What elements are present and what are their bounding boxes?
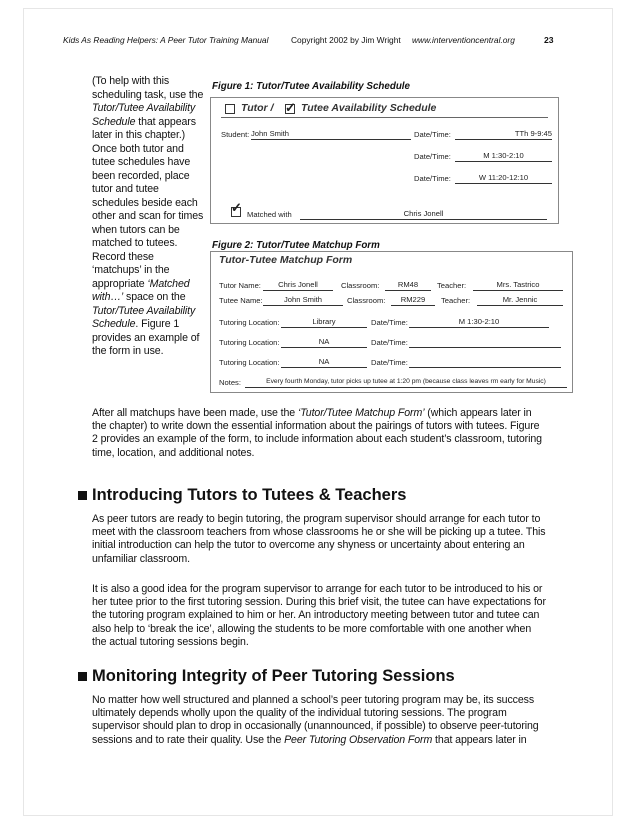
date-time-label-a: Date/Time:: [371, 318, 408, 327]
intro-paragraph: [92, 75, 204, 359]
header-manual-title: Kids As Reading Helpers: A Peer Tutor Training Manual: [63, 35, 269, 45]
date-time-label-1: Date/Time:: [414, 130, 451, 139]
tutoring-location-label-1: Tutoring Location:: [219, 318, 280, 327]
date-time-3: W 11:20-12:10: [455, 173, 552, 184]
tutor-teacher-label: Teacher:: [437, 281, 467, 290]
figure1-title-rule: [221, 117, 548, 118]
section1-paragraph-1: As peer tutors are ready to begin tutoring, the program supervisor should arrange for each tutor to meet with the classroom teachers from whose classrooms he or she will be picking up a tutee. This initial introduction can help the tutor to overcome any shyness or uncertainty about entering an unfamiliar classroom.: [92, 513, 546, 565]
date-time-2: M 1:30-2:10: [455, 151, 552, 162]
intro-text-1: (To help with this scheduling task, use the: [92, 75, 204, 101]
matchup-text-1: After all matchups have been made, use the: [92, 407, 298, 419]
observation-form-em: Peer Tutoring Observation Form: [284, 733, 433, 746]
page-number: 23: [544, 35, 554, 45]
section2-paragraph-1: [92, 694, 548, 747]
tutee-name-label: Tutee Name:: [219, 296, 263, 305]
section1-paragraph-2: It is also a good idea for the program supervisor to arrange for each tutor to be introduced to his or her tutee prior to the first tutoring session. During this brief visit, the tutee can have expectations for the tutoring program explained to him or her. An introductory meeting between tutor and tutee can also help to ‘break the ice’, allowing the students to be more comfortable with one another when the actual tutoring sessions begin.: [92, 583, 546, 648]
section2-text-2: that appears later in: [432, 733, 527, 746]
section2-heading: Monitoring Integrity of Peer Tutoring Sessions: [92, 667, 455, 685]
date-time-label-3: Date/Time:: [414, 174, 451, 183]
date-time-a: M 1:30-2:10: [409, 317, 549, 328]
date-time-label-2: Date/Time:: [414, 152, 451, 161]
section2-text-1: No matter how well structured and planned a school’s peer tutoring program may be, its success ultimately depends wholly upon the quality of the individual tutoring sessions. The program supervisor should plan to drop in occasionally (unannounced, if possible) to observe peer-tutoring sessions and to rate their quality. Use the: [92, 694, 539, 746]
matched-with-field: Chris Jonell: [300, 209, 547, 220]
date-time-1: TTh 9-9:45: [455, 129, 552, 140]
tutoring-location-1: Library: [281, 317, 367, 328]
figure1-availability-form: [210, 97, 559, 224]
notes-field: Every fourth Monday, tutor picks up tutee at 1:20 pm (because class leaves rm early for Music): [245, 377, 567, 388]
intro-text-4: . Figure 1 provides an example of the form in use.: [92, 318, 200, 357]
matchup-form-em: ‘Tutor/Tutee Matchup Form’: [297, 407, 425, 419]
tutor-classroom-field: RM48: [385, 280, 431, 291]
tutor-teacher-field: Mrs. Tastrico: [473, 280, 563, 291]
figure1-caption: Figure 1: Tutor/Tutee Availability Schedule: [212, 81, 410, 92]
tutoring-location-3: NA: [281, 357, 367, 368]
figure1-tutor-label: Tutor /: [241, 102, 274, 114]
tutoring-location-label-3: Tutoring Location:: [219, 358, 280, 367]
figure1-title: Tutee Availability Schedule: [301, 102, 437, 114]
notes-label: Notes:: [219, 378, 241, 387]
intro-text-2: that appears later in this chapter.) Once both tutor and tutee schedules have been recorded, place tutor and tutee schedules beside each other and scan for times when tutors can be matched to tutees. Record these ‘matchups’ in the appropriate: [92, 115, 204, 290]
intro-em-3: Tutor/Tutee Availability Schedule: [92, 304, 196, 330]
tutee-name-field: John Smith: [263, 295, 343, 306]
tutor-name-field: Chris Jonell: [263, 280, 333, 291]
figure2-matchup-form: [210, 251, 573, 393]
intro-em-2: ‘Matched with…’: [92, 277, 190, 303]
tutoring-location-2: NA: [281, 337, 367, 348]
student-name-field: John Smith: [251, 129, 411, 140]
tutee-check-icon: ✓: [285, 100, 296, 115]
date-time-label-b: Date/Time:: [371, 338, 408, 347]
tutee-classroom-label: Classroom:: [347, 296, 386, 305]
tutoring-location-label-2: Tutoring Location:: [219, 338, 280, 347]
intro-text-3: space on the: [123, 291, 186, 303]
date-time-label-c: Date/Time:: [371, 358, 408, 367]
intro-em-1: Tutor/Tutee Availability Schedule: [92, 102, 196, 128]
section2-bullet: [78, 672, 87, 681]
date-time-c: [409, 357, 561, 368]
header-copyright: Copyright 2002 by Jim Wright: [291, 35, 401, 45]
header-website: www.interventioncentral.org: [412, 35, 515, 45]
tutor-checkbox: [225, 104, 235, 114]
student-label: Student:: [221, 130, 250, 139]
matchup-text-2: (which appears later in the chapter) to write down the essential information about the pairings of tutors with tutees. Figure 2 provides an example of the form, to include information about each student’s classroom, tutoring time, location, and additional notes.: [92, 407, 542, 459]
tutor-name-label: Tutor Name:: [219, 281, 261, 290]
tutee-teacher-field: Mr. Jennic: [477, 295, 563, 306]
date-time-b: [409, 337, 561, 348]
figure2-caption: Figure 2: Tutor/Tutee Matchup Form: [212, 240, 380, 251]
section1-bullet: [78, 491, 87, 500]
section1-heading: Introducing Tutors to Tutees & Teachers: [92, 486, 407, 504]
tutee-classroom-field: RM229: [391, 295, 435, 306]
tutor-classroom-label: Classroom:: [341, 281, 380, 290]
figure2-title: Tutor-Tutee Matchup Form: [219, 254, 353, 266]
matchup-paragraph: [92, 407, 548, 460]
matched-check-icon: ✓: [231, 200, 242, 215]
matched-with-label: Matched with: [247, 210, 292, 219]
tutee-teacher-label: Teacher:: [441, 296, 471, 305]
